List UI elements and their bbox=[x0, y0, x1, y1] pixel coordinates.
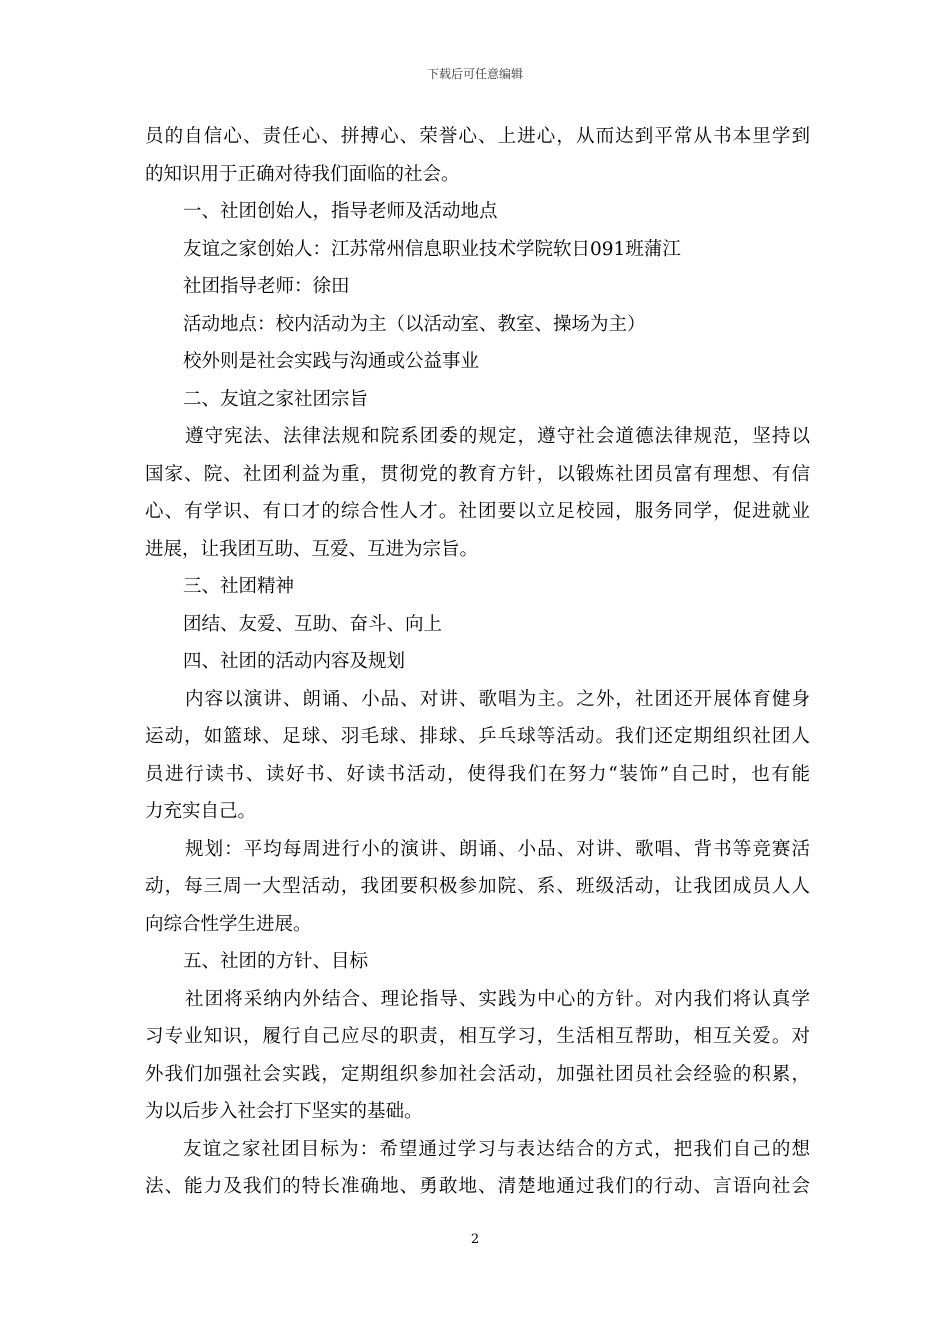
paragraph-line: 法、能力及我们的特长准确地、勇敢地、清楚地通过我们的行动、言语向社会 bbox=[145, 1176, 810, 1197]
section-heading: 五、社团的方针、目标 bbox=[183, 951, 369, 972]
paragraph-line: 内容以演讲、朗诵、小品、对讲、歌唱为主。之外，社团还开展体育健身 bbox=[185, 688, 810, 710]
paragraph-line: 友谊之家社团目标为：希望通过学习与表达结合的方式，把我们自己的想 bbox=[183, 1138, 810, 1160]
paragraph-line: 力充实自己。 bbox=[145, 801, 257, 822]
section-heading: 一、社团创始人，指导老师及活动地点 bbox=[183, 201, 498, 222]
paragraph-line: 社团指导老师：徐田 bbox=[183, 276, 350, 297]
paragraph-line: 员进行读书、读好书、好读书活动，使得我们在努力“装饰”自己时，也有能 bbox=[145, 763, 810, 785]
section-heading: 三、社团精神 bbox=[183, 576, 295, 597]
paragraph-line: 国家、院、社团利益为重，贯彻党的教育方针，以锻炼社团员富有理想、有信 bbox=[145, 463, 810, 485]
document-body bbox=[145, 118, 810, 1206]
paragraph-line: 员的自信心、责任心、拼搏心、荣誉心、上进心，从而达到平常从书本里学到 bbox=[145, 126, 810, 147]
page-header: 下载后可任意编辑 bbox=[426, 67, 523, 81]
section-heading: 二、友谊之家社团宗旨 bbox=[183, 388, 369, 410]
paragraph-line: 团结、友爱、互助、奋斗、向上 bbox=[183, 613, 443, 635]
paragraph-line: 规划：平均每周进行小的演讲、朗诵、小品、对讲、歌唱、背书等竞赛活 bbox=[185, 838, 810, 860]
paragraph-line: 心、有学识、有口才的综合性人才。社团要以立足校园，服务同学，促进就业 bbox=[145, 501, 810, 522]
paragraph-line: 运动，如篮球、足球、羽毛球、排球、乒乓球等活动。我们还定期组织社团人 bbox=[145, 726, 810, 747]
paragraph-line: 的知识用于正确对待我们面临的社会。 bbox=[145, 163, 460, 185]
paragraph-line: 进展，让我团互助、互爱、互进为宗旨。 bbox=[145, 538, 479, 560]
paragraph-line: 社团将采纳内外结合、理论指导、实践为中心的方针。对内我们将认真学 bbox=[185, 988, 810, 1010]
page-number: 2 bbox=[470, 1232, 480, 1247]
paragraph-line: 向综合性学生进展。 bbox=[145, 913, 312, 935]
paragraph-line: 为以后步入社会打下坚实的基础。 bbox=[145, 1101, 423, 1122]
paragraph-line: 活动地点：校内活动为主（以活动室、教室、操场为主） bbox=[183, 313, 646, 335]
paragraph-line: 校外则是社会实践与沟通或公益事业 bbox=[183, 351, 480, 372]
paragraph-line: 习专业知识，履行自己应尽的职责，相互学习，生活相互帮助，相互关爱。对 bbox=[145, 1026, 810, 1047]
paragraph-line: 动，每三周一大型活动，我团要积极参加院、系、班级活动，让我团成员人人 bbox=[145, 876, 810, 897]
section-heading: 四、社团的活动内容及规划 bbox=[183, 651, 406, 672]
paragraph-line: 外我们加强社会实践，定期组织参加社会活动，加强社团员社会经验的积累， bbox=[145, 1063, 810, 1085]
paragraph-line: 友谊之家创始人：江苏常州信息职业技术学院软日091班蒲江 bbox=[183, 238, 681, 260]
paragraph-line: 遵守宪法、法律法规和院系团委的规定，遵守社会道德法律规范，坚持以 bbox=[185, 426, 810, 447]
